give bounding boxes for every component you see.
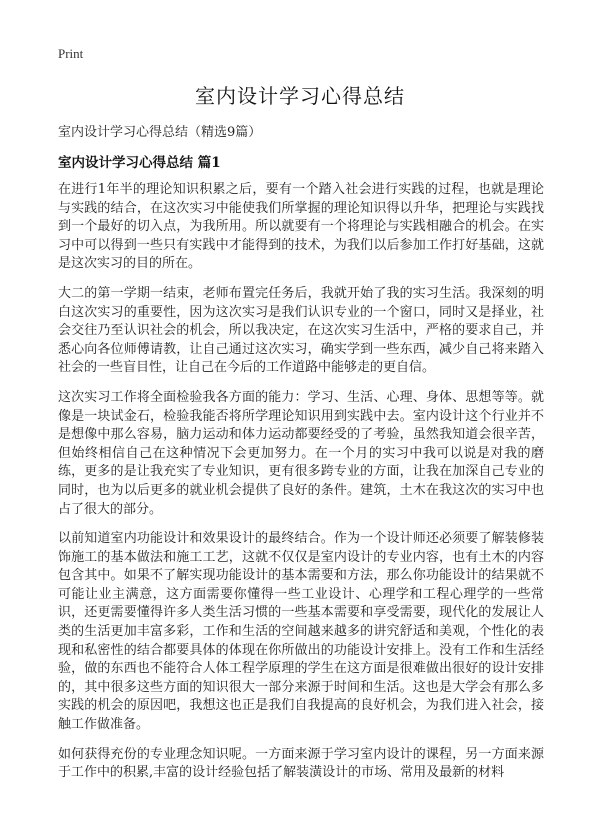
print-label[interactable]: Print (58, 46, 84, 61)
paragraph: 如何获得充份的专业理念知识呢。一方面来源于学习室内设计的课程，另一方面来源于工作中的积累,丰富的设计经验包括了解装潢设计的市场、常用及最新的材料 (58, 746, 544, 781)
article-body (58, 181, 544, 794)
page-title: 室内设计学习心得总结 (195, 84, 405, 108)
paragraph: 这次实习工作将全面检验我各方面的能力：学习、生活、心理、身体、思想等等。就像是一块试金石，检验我能否将所学理论知识用到实践中去。室内设计这个行业并不是想像中那么容易，脑力运动和体力运动都要经受的了考验，虽然我知道会很辛苦，但始终相信自己在这种情况下会更加努力。在一个月的实习中我可以说是对我的磨练，更多的是让我充实了专业知识，更有很多跨专业的方面，让我在加深自己专业的同时，也为以后更多的就业机会提供了良好的条件。建筑，土木在我这次的实习中也占了很大的部分。 (58, 389, 544, 517)
paragraph: 大二的第一学期一结束，老师布置完任务后，我就开始了我的实习生活。我深刻的明白这次实习的重要性，因为这次实习是我们认识专业的一个窗口，同时又是择业，社会交往乃至认识社会的机会，所以我决定，在这次实习生活中，严格的要求自己，并悉心向各位师傅请教，让自己通过这次实习，确实学到一些东西，减少自己将来踏入社会的一些盲目性，让自己在今后的工作道路中能够走的更自信。 (58, 285, 544, 376)
section-heading: 室内设计学习心得总结 篇1 (58, 155, 221, 171)
paragraph: 在进行1年半的理论知识积累之后，要有一个踏入社会进行实践的过程，也就是理论与实践的结合，在这次实习中能使我们所掌握的理论知识得以升华，把理论与实践找到一个最好的切入点，为我所用。所以就要有一个将理论与实践相融合的机会。在实习中可以得到一些只有实践中才能得到的技术，为我们以后参加工作打好基础，这就是这次实习的目的所在。 (58, 182, 544, 272)
document-subtitle: 室内设计学习心得总结（精选9篇） (58, 125, 262, 140)
paragraph: 以前知道室内功能设计和效果设计的最终结合。作为一个设计师还必须要了解装修装饰施工的基本做法和施工工艺，这就不仅仅是室内设计的专业内容，也有土木的内容包含其中。如果不了解实现功能设计的基本需要和方法，那么你功能设计的结果就不可能让业主满意，这方面需要你懂得一些工业设计、心理学和工程心理学的一些常识，还更需要懂得许多人类生活习惯的一些基本需要和享受需要，现代化的发展让人类的生活更加丰富多彩，工作和生活的空间越来越多的讲究舒适和美观，个性化的表现和私密性的结合都要具体的体现在你所做出的功能设计安排上。没有工作和生活经验，做的东西也不能符合人体工程学原理的学生在这方面是很难做出很好的设计安排的，其中很多这些方面的知识很大一部分来源于时间和生活。这也是大学会有那么多实践的机会的原因吧，我想这也正是我们自我提高的良好机会，为我们进入社会，接触工作做准备。 (58, 531, 544, 733)
